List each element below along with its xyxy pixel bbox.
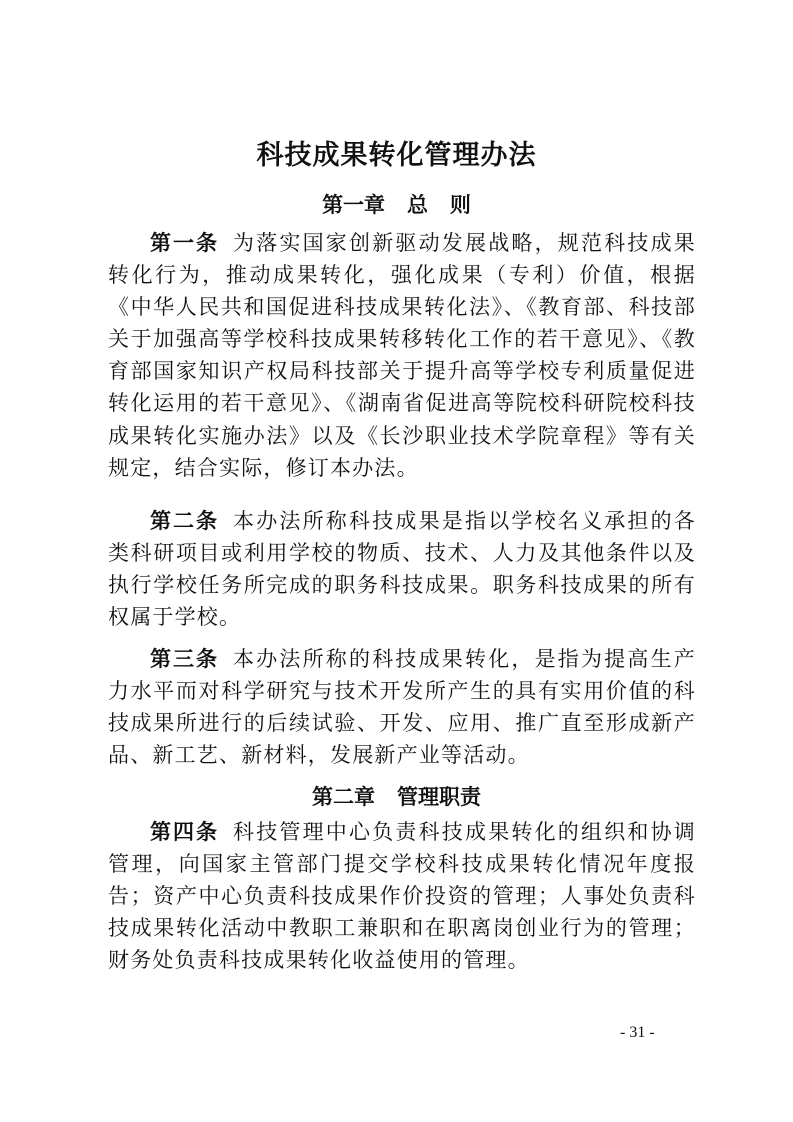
- article-text: 为落实国家创新驱动发展战略，规范科技成果转化行为，推动成果转化，强化成果（专利）价值，根据《中华人民共和国促进科技成果转化法》、《教育部、科技部关于加强高等学校科技成果转移转化工作的若干意见》、《教育部国家知识产权局科技部关于提升高等学校专利质量促进转化运用的若干意见》、《湖南省促进高等院校科研院校科技成果转化实施办法》以及《长沙职业技术学院章程》等有关规定，结合实际，修订本办法。: [108, 231, 696, 480]
- article-label: 第二条: [150, 509, 219, 533]
- chapter-heading-1: 第一章 总 则: [322, 192, 471, 217]
- article-label: 第一条: [150, 231, 219, 255]
- article-2: [108, 505, 696, 633]
- article-label: 第四条: [150, 820, 219, 844]
- page-number: - 31 -: [620, 1024, 655, 1041]
- chapter-heading-2: 第二章 管理职责: [312, 784, 481, 809]
- article-text: 科技管理中心负责科技成果转化的组织和协调管理，向国家主管部门提交学校科技成果转化情况年度报告；资产中心负责科技成果作价投资的管理；人事处负责科技成果转化活动中教职工兼职和在职离岗创业行为的管理；财务处负责科技成果转化收益使用的管理。: [108, 820, 696, 973]
- document-title: 科技成果转化管理办法: [256, 140, 537, 171]
- article-1: [108, 227, 696, 484]
- article-text: 本办法所称的科技成果转化，是指为提高生产力水平而对科学研究与技术开发所产生的具有实用价值的科技成果所进行的后续试验、开发、应用、推广直至形成新产品、新工艺、新材料，发展新产业等活动。: [108, 647, 696, 768]
- article-text: 本办法所称科技成果是指以学校名义承担的各类科研项目或利用学校的物质、技术、人力及其他条件以及执行学校任务所完成的职务科技成果。职务科技成果的所有权属于学校。: [108, 509, 696, 630]
- article-4: [108, 816, 696, 976]
- article-label: 第三条: [150, 647, 219, 671]
- article-3: [108, 643, 696, 771]
